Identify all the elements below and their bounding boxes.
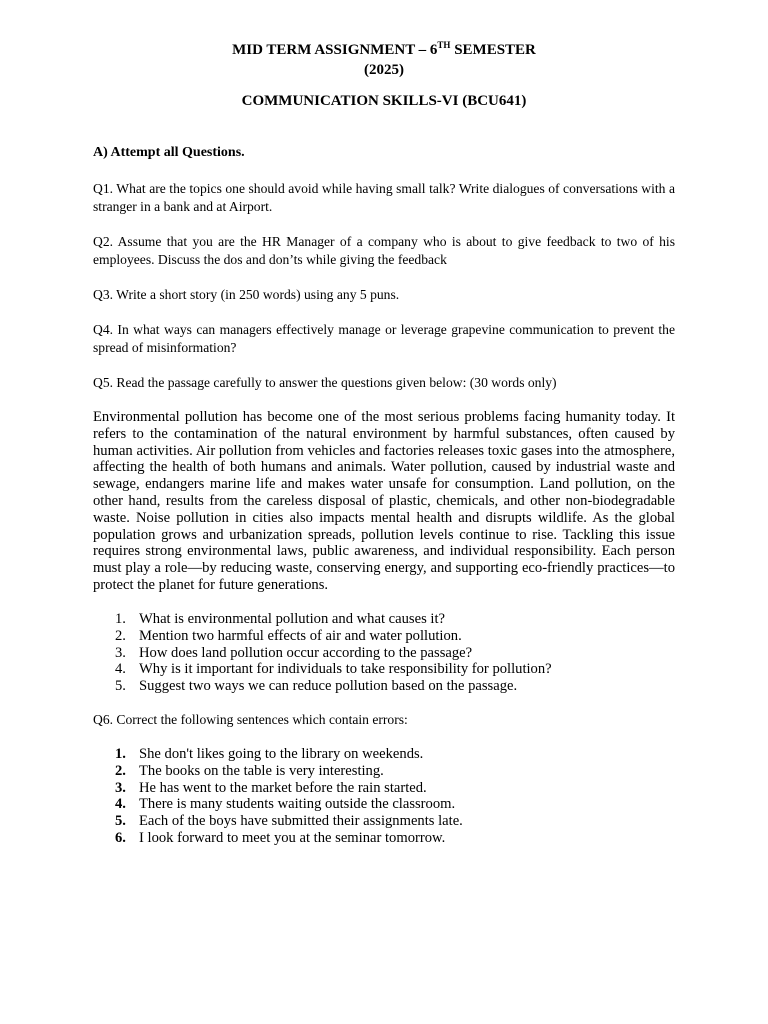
- list-number: 1.: [115, 746, 126, 762]
- list-text: I look forward to meet you at the seminar tomorrow.: [139, 829, 446, 846]
- list-item: [93, 813, 675, 830]
- reading-passage: Environmental pollution has become one of the most serious problems facing humanity today. It refers to the contamination of the natural environment by harmful substances, often caused by human activities. Air pollution from vehicles and factories releases toxic gases into the atmosphere, affecting the health of both humans and animals. Water pollution, caused by industrial waste and sewage, endangers marine life and makes water unsafe for consumption. Land pollution, on the other hand, results from the careless disposal of plastic, chemicals, and other non-biodegradable waste. Noise pollution in cities also impacts mental health and disrupts wildlife. As the global population grows and urbanization spreads, pollution levels continue to rise. Tackling this issue requires strong environmental laws, public awareness, and individual responsibility. Each person must play a role—by reducing waste, conserving energy, and supporting eco-friendly practices—to protect the planet for future generations.: [93, 409, 675, 593]
- list-item: [93, 830, 675, 847]
- list-item: [93, 661, 675, 678]
- list-item: [93, 611, 675, 628]
- title-suffix: SEMESTER: [450, 42, 536, 58]
- list-text: What is environmental pollution and what causes it?: [139, 611, 445, 627]
- list-item: [93, 678, 675, 695]
- title-text: MID TERM ASSIGNMENT – 6: [232, 42, 438, 58]
- list-text: Mention two harmful effects of air and water pollution.: [139, 627, 462, 644]
- question-2: Q2. Assume that you are the HR Manager of a company who is about to give feedback to two of his employees. Discuss the dos and don’ts while giving the feedback: [93, 234, 675, 267]
- list-item: [93, 763, 675, 780]
- list-text: How does land pollution occur according to the passage?: [139, 644, 473, 661]
- list-number: 6.: [115, 829, 126, 846]
- document-year: (2025): [364, 62, 404, 78]
- list-number: 5.: [115, 813, 126, 830]
- question-6: Q6. Correct the following sentences which contain errors:: [93, 712, 408, 727]
- list-number: 1.: [115, 611, 126, 627]
- question-1: Q1. What are the topics one should avoid while having small talk? Write dialogues of conversations with a stranger in a bank and at Airport.: [93, 181, 675, 214]
- list-text: Each of the boys have submitted their assignments late.: [139, 813, 463, 830]
- correction-sentence-list: [93, 746, 675, 847]
- question-3: Q3. Write a short story (in 250 words) using any 5 puns.: [93, 287, 400, 302]
- question-5: Q5. Read the passage carefully to answer the questions given below: (30 words only): [93, 375, 557, 390]
- list-text: Suggest two ways we can reduce pollution based on the passage.: [139, 678, 518, 695]
- question-4: Q4. In what ways can managers effectively manage or leverage grapevine communication to prevent the spread of misinformation?: [93, 322, 675, 355]
- list-text: She don't likes going to the library on weekends.: [139, 746, 424, 762]
- list-number: 5.: [115, 678, 126, 695]
- list-item: [93, 645, 675, 662]
- list-number: 2.: [115, 762, 126, 779]
- list-item: [93, 796, 675, 813]
- list-item: [93, 780, 675, 797]
- list-number: 3.: [115, 644, 126, 661]
- list-item: [93, 628, 675, 645]
- list-text: There is many students waiting outside the classroom.: [139, 796, 456, 813]
- list-number: 4.: [115, 661, 126, 678]
- list-number: 4.: [115, 796, 126, 813]
- document-title: [93, 42, 675, 59]
- instruction: A) Attempt all Questions.: [93, 145, 245, 160]
- list-number: 2.: [115, 627, 126, 644]
- list-text: The books on the table is very interesting.: [139, 762, 384, 779]
- list-text: Why is it important for individuals to take responsibility for pollution?: [139, 661, 552, 678]
- list-item: [93, 746, 675, 763]
- list-number: 3.: [115, 779, 126, 796]
- passage-question-list: [93, 611, 675, 695]
- list-text: He has went to the market before the rain started.: [139, 779, 427, 796]
- course-title: COMMUNICATION SKILLS-VI (BCU641): [241, 93, 527, 109]
- title-superscript: TH: [437, 40, 451, 50]
